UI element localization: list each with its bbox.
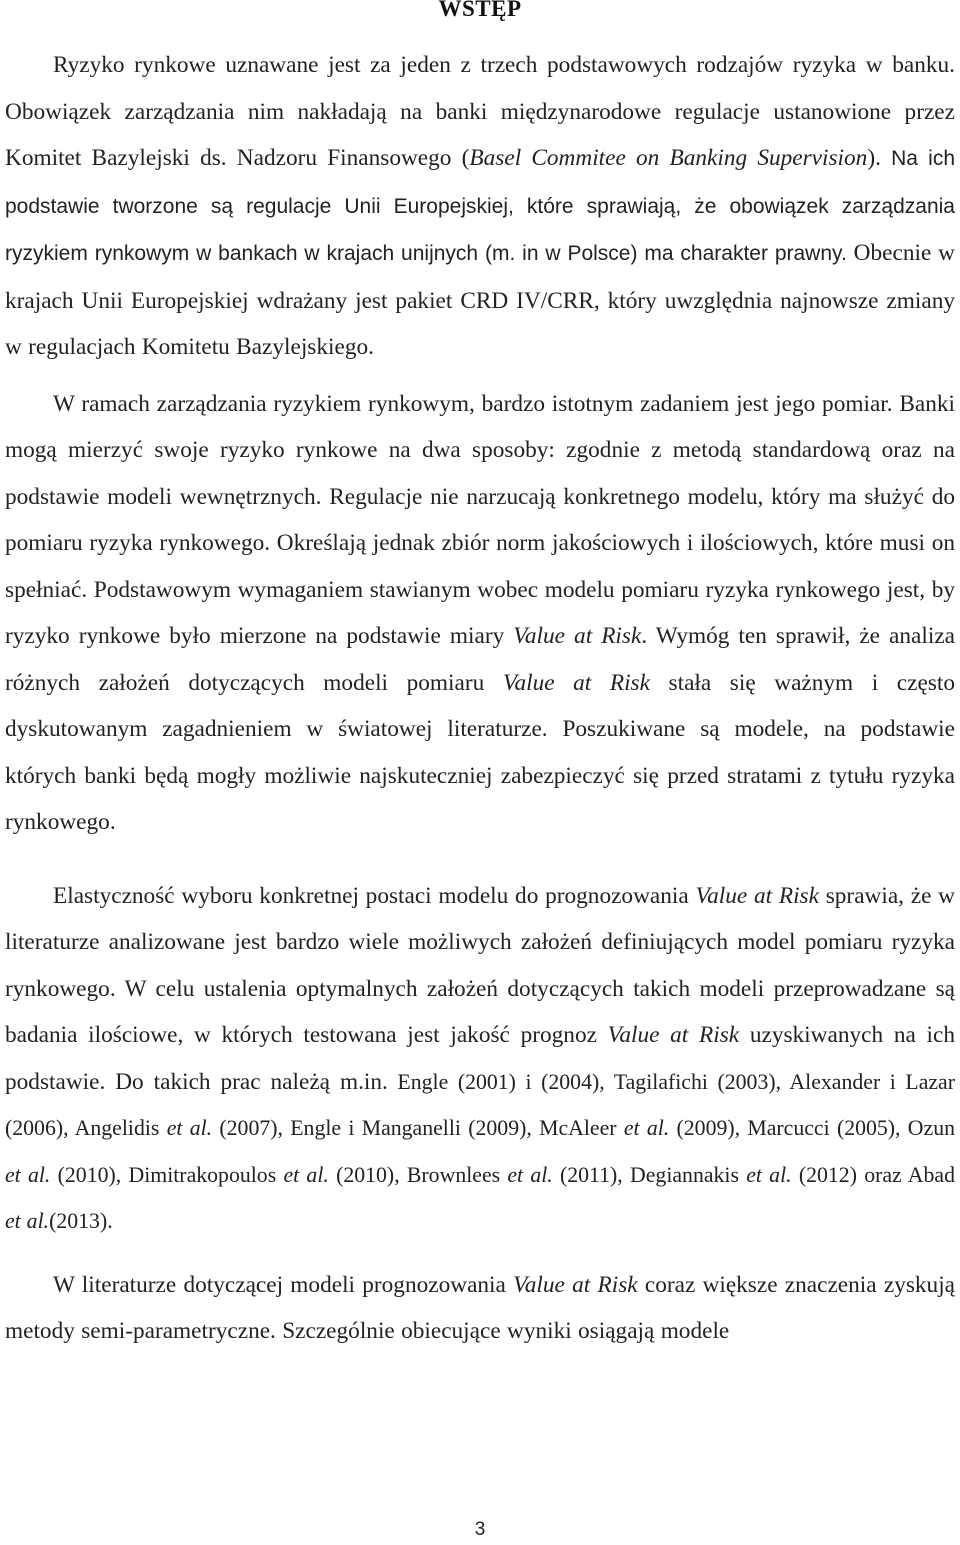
p2-italic-var-1: Value at Risk	[513, 623, 642, 649]
p3-ref-4: (2010), Dimitrakopoulos	[50, 1162, 284, 1187]
paragraph-4	[5, 1262, 955, 1355]
p1-italic-basel: Basel Commitee on Banking Supervision	[469, 145, 868, 171]
document-page	[5, 0, 955, 1355]
p2-text-2: . Wymóg ten sprawił, że analiza różnych założeń dotyczących modeli pomiaru	[5, 623, 956, 696]
p3-text-2: sprawia, że w literaturze analizowane jest bardzo wiele możliwych założeń definiujących model pomiaru ryzyka rynkowego. W celu ustalenia optymalnych założeń dotyczących takich modeli przeprowadzane są badania ilościowe, w których testowana jest jakość prognoz	[5, 882, 956, 1048]
section-heading: WSTĘP	[438, 0, 522, 21]
p2-text-1: W ramach zarządzania ryzykiem rynkowym, bardzo istotnym zadaniem jest jego pomiar. Banki mogą mierzyć swoje ryzyko rynkowe na dwa sposoby: zgodnie z metodą standardową oraz na podstawie modeli wewnętrznych. Regulacje nie narzucają konkretnego modelu, który ma służyć do pomiaru ryzyka rynkowego. Określają jednak zbiór norm jakościowych i ilościowych, które musi on spełniać. Podstawowym wymaganiem stawianym wobec modelu pomiaru ryzyka rynkowego jest, by ryzyko rynkowe było mierzone na podstawie miary	[5, 390, 955, 649]
p3-ref-5: (2010), Brownlees	[328, 1162, 508, 1187]
p3-ref-etal-2: et al.	[623, 1116, 670, 1140]
p3-ref-6: (2011), Degiannakis	[552, 1162, 747, 1187]
p3-ref-1: Engle (2001) i (2004), Tagilafichi (2003), Alexander i Lazar (2006), Angelidis	[5, 1069, 955, 1140]
p3-ref-etal-4: et al.	[283, 1162, 329, 1187]
p3-italic-var-2: Value at Risk	[607, 1022, 740, 1048]
paragraph-3	[5, 873, 955, 1245]
p4-text-1: W literaturze dotyczącej modeli prognozowania	[53, 1271, 514, 1298]
p3-text-1: Elastyczność wyboru konkretnej postaci modelu do prognozowania	[53, 882, 696, 909]
p1-text-1: Ryzyko rynkowe uznawane jest za jeden z trzech podstawowych rodzajów ryzyka w banku. Obowiązek zarządzania nim nakładają na banki międzynarodowe regulacje ustanowione przez Komitet Bazylejski ds. Nadzoru Finansowego (	[5, 52, 955, 171]
p3-ref-2: (2007), Engle i Manganelli (2009), McAleer	[212, 1116, 624, 1140]
p2-text-3: stała się ważnym i często dyskutowanym zagadnieniem w światowej literaturze. Poszukiwane są modele, na podstawie których banki będą mogły możliwie najskuteczniej zabezpieczyć się przed stratami z tytułu ryzyka rynkowego.	[5, 669, 956, 835]
p3-ref-etal-3: et al.	[5, 1162, 51, 1187]
p3-ref-etal-6: et al.	[746, 1162, 792, 1187]
p3-ref-etal-5: et al.	[507, 1162, 553, 1187]
p3-italic-var-1: Value at Risk	[695, 882, 819, 909]
p2-italic-var-2: Value at Risk	[502, 669, 650, 696]
paragraph-2	[5, 381, 955, 846]
p3-ref-7: (2012) oraz Abad	[791, 1162, 955, 1187]
p4-text-2: coraz większe znaczenia zyskują metody semi-parametryczne. Szczególnie obiecujące wyniki osiągają modele	[5, 1271, 956, 1344]
p4-italic-var: Value at Risk	[513, 1271, 638, 1298]
p1-text-2: ).	[867, 145, 892, 171]
p3-ref-etal-7: et al.	[5, 1209, 50, 1233]
p3-ref-etal-1: et al.	[166, 1116, 213, 1140]
paragraph-1	[5, 42, 955, 371]
p3-text-3: uzyskiwanych na ich podstawie. Do takich prac należą m.in.	[5, 1022, 955, 1095]
p1-text-sans: Na ich podstawie tworzone są regulacje Unii Europejskiej, które sprawiają, że obowiązek zarządzania ryzykiem rynkowym w bankach w krajach unijnych (m. in w Polsce) ma charakter prawny.	[5, 147, 955, 265]
page-number: 3	[474, 1519, 486, 1540]
p3-ref-8: (2013).	[49, 1209, 113, 1233]
p1-text-3: Obecnie w krajach Unii Europejskiej wdrażany jest pakiet CRD IV/CRR, który uwzględnia najnowsze zmiany w regulacjach Komitetu Bazylejskiego.	[5, 240, 955, 360]
p3-ref-3: (2009), Marcucci (2005), Ozun	[669, 1116, 955, 1140]
